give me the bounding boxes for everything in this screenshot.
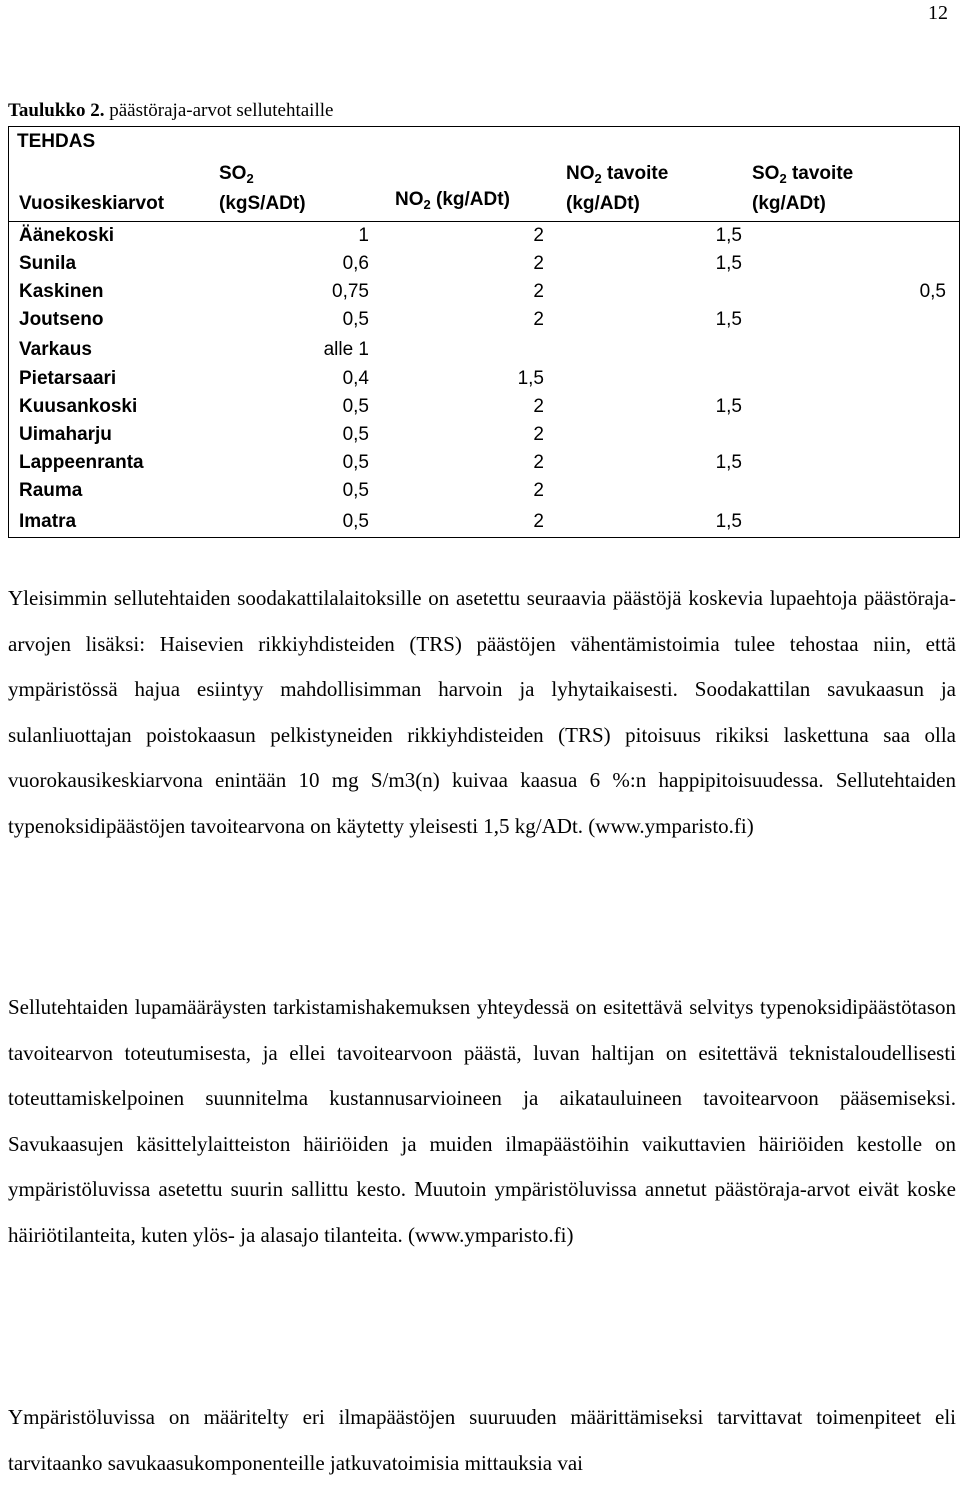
cell-so2: 0,5 — [342, 452, 369, 473]
cell-no2: 2 — [533, 396, 544, 417]
table-header-top: TEHDAS — [17, 131, 96, 152]
header-so2-target: $SO_2$ tavoite — [752, 163, 854, 186]
cell-so2: 0,5 — [342, 511, 369, 532]
cell-factory: Kaskinen — [19, 281, 104, 302]
table-caption — [8, 100, 333, 122]
emission-limits-table — [8, 126, 960, 538]
header-so2-target-unit: (kg/ADt) — [752, 193, 826, 214]
cell-factory: Sunila — [19, 253, 77, 274]
cell-no2: 2 — [533, 253, 544, 274]
cell-no2-target: 1,5 — [715, 396, 742, 417]
cell-factory: Varkaus — [19, 339, 92, 360]
paragraph-1: Yleisimmin sellutehtaiden soodakattilalaitoksille on asetettu seuraavia päästöjä koskevia lupaehtoja päästöraja-arvojen lisäksi: Haisevien rikkiyhdisteiden (TRS) päästöjen vähentämistoimia tulee tehostaa niin, että ympäristössä hajua esiintyy mahdollisimman harvoin ja lyhytaikaisesti. Soodakattilan savukaasun ja sulanliuottajan poistokaasun pelkistyneiden rikkiyhdisteiden (TRS) pitoisuus rikiksi laskettuna saa olla vuorokausikeskiarvona enintään 10 mg S/m3(n) kuivaa kaasua 6 %:n happipitoisuudessa. Sellutehtaiden typenoksidipäästöjen tavoitearvona on käytetty yleisesti 1,5 kg/ADt. (www.ymparisto.fi) — [8, 586, 956, 838]
header-col-vuosikeskiarvot: Vuosikeskiarvot — [19, 193, 165, 214]
cell-so2: 0,5 — [342, 396, 369, 417]
paragraph-2: Sellutehtaiden lupamääräysten tarkistamishakemuksen yhteydessä on esitettävä selvitys typenoksidipäästötason tavoitearvon toteutumisesta, ja ellei tavoitearvoon päästä, luvan haltijan on esitettävä teknistaloudellisesti toteuttamiskelpoinen suunnitelma kustannusarvioineen ja aikatauluineen tavoitearvoon pääsemiseksi. Savukaasujen käsittelylaitteiston häiriöiden ja muiden ilmapäästöihin vaikuttavien häiriöiden kestolle on ympäristöluvissa asetettu suurin sallittu kesto. Muutoin ympäristöluvissa annetut päästöraja-arvot eivät koske häiriötilanteita, kuten ylös- ja alasajo tilanteita. (www.ymparisto.fi) — [8, 995, 956, 1247]
cell-so2: 0,5 — [342, 424, 369, 445]
cell-factory: Uimaharju — [19, 424, 112, 445]
cell-no2-target: 1,5 — [715, 309, 742, 330]
cell-factory: Joutseno — [19, 309, 104, 330]
header-no2-target: $NO_2$ tavoite — [566, 163, 669, 186]
cell-no2: 2 — [533, 511, 544, 532]
cell-factory: Lappeenranta — [19, 452, 144, 473]
cell-factory: Äänekoski — [19, 225, 115, 246]
cell-no2-target: 1,5 — [715, 225, 742, 246]
header-so2-unit: (kgS/ADt) — [219, 193, 306, 214]
cell-factory: Rauma — [19, 480, 83, 501]
cell-so2: 0,75 — [332, 281, 369, 302]
cell-factory: Kuusankoski — [19, 396, 138, 417]
cell-so2: alle 1 — [323, 339, 369, 360]
cell-no2: 2 — [533, 452, 544, 473]
table-caption-text: päästöraja-arvot sellutehtaille — [104, 100, 334, 121]
cell-so2: 0,5 — [342, 309, 369, 330]
cell-so2: 0,6 — [342, 253, 369, 274]
cell-factory: Pietarsaari — [19, 368, 117, 389]
header-so2: $SO_2$ — [219, 163, 254, 186]
cell-no2-target: 1,5 — [715, 452, 742, 473]
header-no2-target-unit: (kg/ADt) — [566, 193, 640, 214]
table-header-divider — [9, 221, 959, 222]
cell-factory: Imatra — [19, 511, 77, 532]
cell-so2: 0,4 — [342, 368, 369, 389]
cell-no2-target: 1,5 — [715, 253, 742, 274]
paragraph-3: Ympäristöluvissa on määritelty eri ilmapäästöjen suuruuden määrittämiseksi tarvittavat toimenpiteet eli tarvitaanko savukaasukomponenteille jatkuvatoimisia mittauksia vai — [8, 1405, 956, 1475]
cell-so2: 1 — [358, 225, 369, 246]
cell-so2-target: 0,5 — [919, 281, 946, 302]
table-caption-label: Taulukko 2. — [8, 100, 105, 121]
header-no2: $NO_2$ (kg/ADt) — [395, 189, 510, 212]
cell-no2: 1,5 — [517, 368, 544, 389]
cell-no2: 2 — [533, 225, 544, 246]
page-number: 12 — [928, 2, 948, 24]
cell-no2: 2 — [533, 309, 544, 330]
cell-so2: 0,5 — [342, 480, 369, 501]
cell-no2-target: 1,5 — [715, 511, 742, 532]
cell-no2: 2 — [533, 424, 544, 445]
cell-no2: 2 — [533, 480, 544, 501]
cell-no2: 2 — [533, 281, 544, 302]
